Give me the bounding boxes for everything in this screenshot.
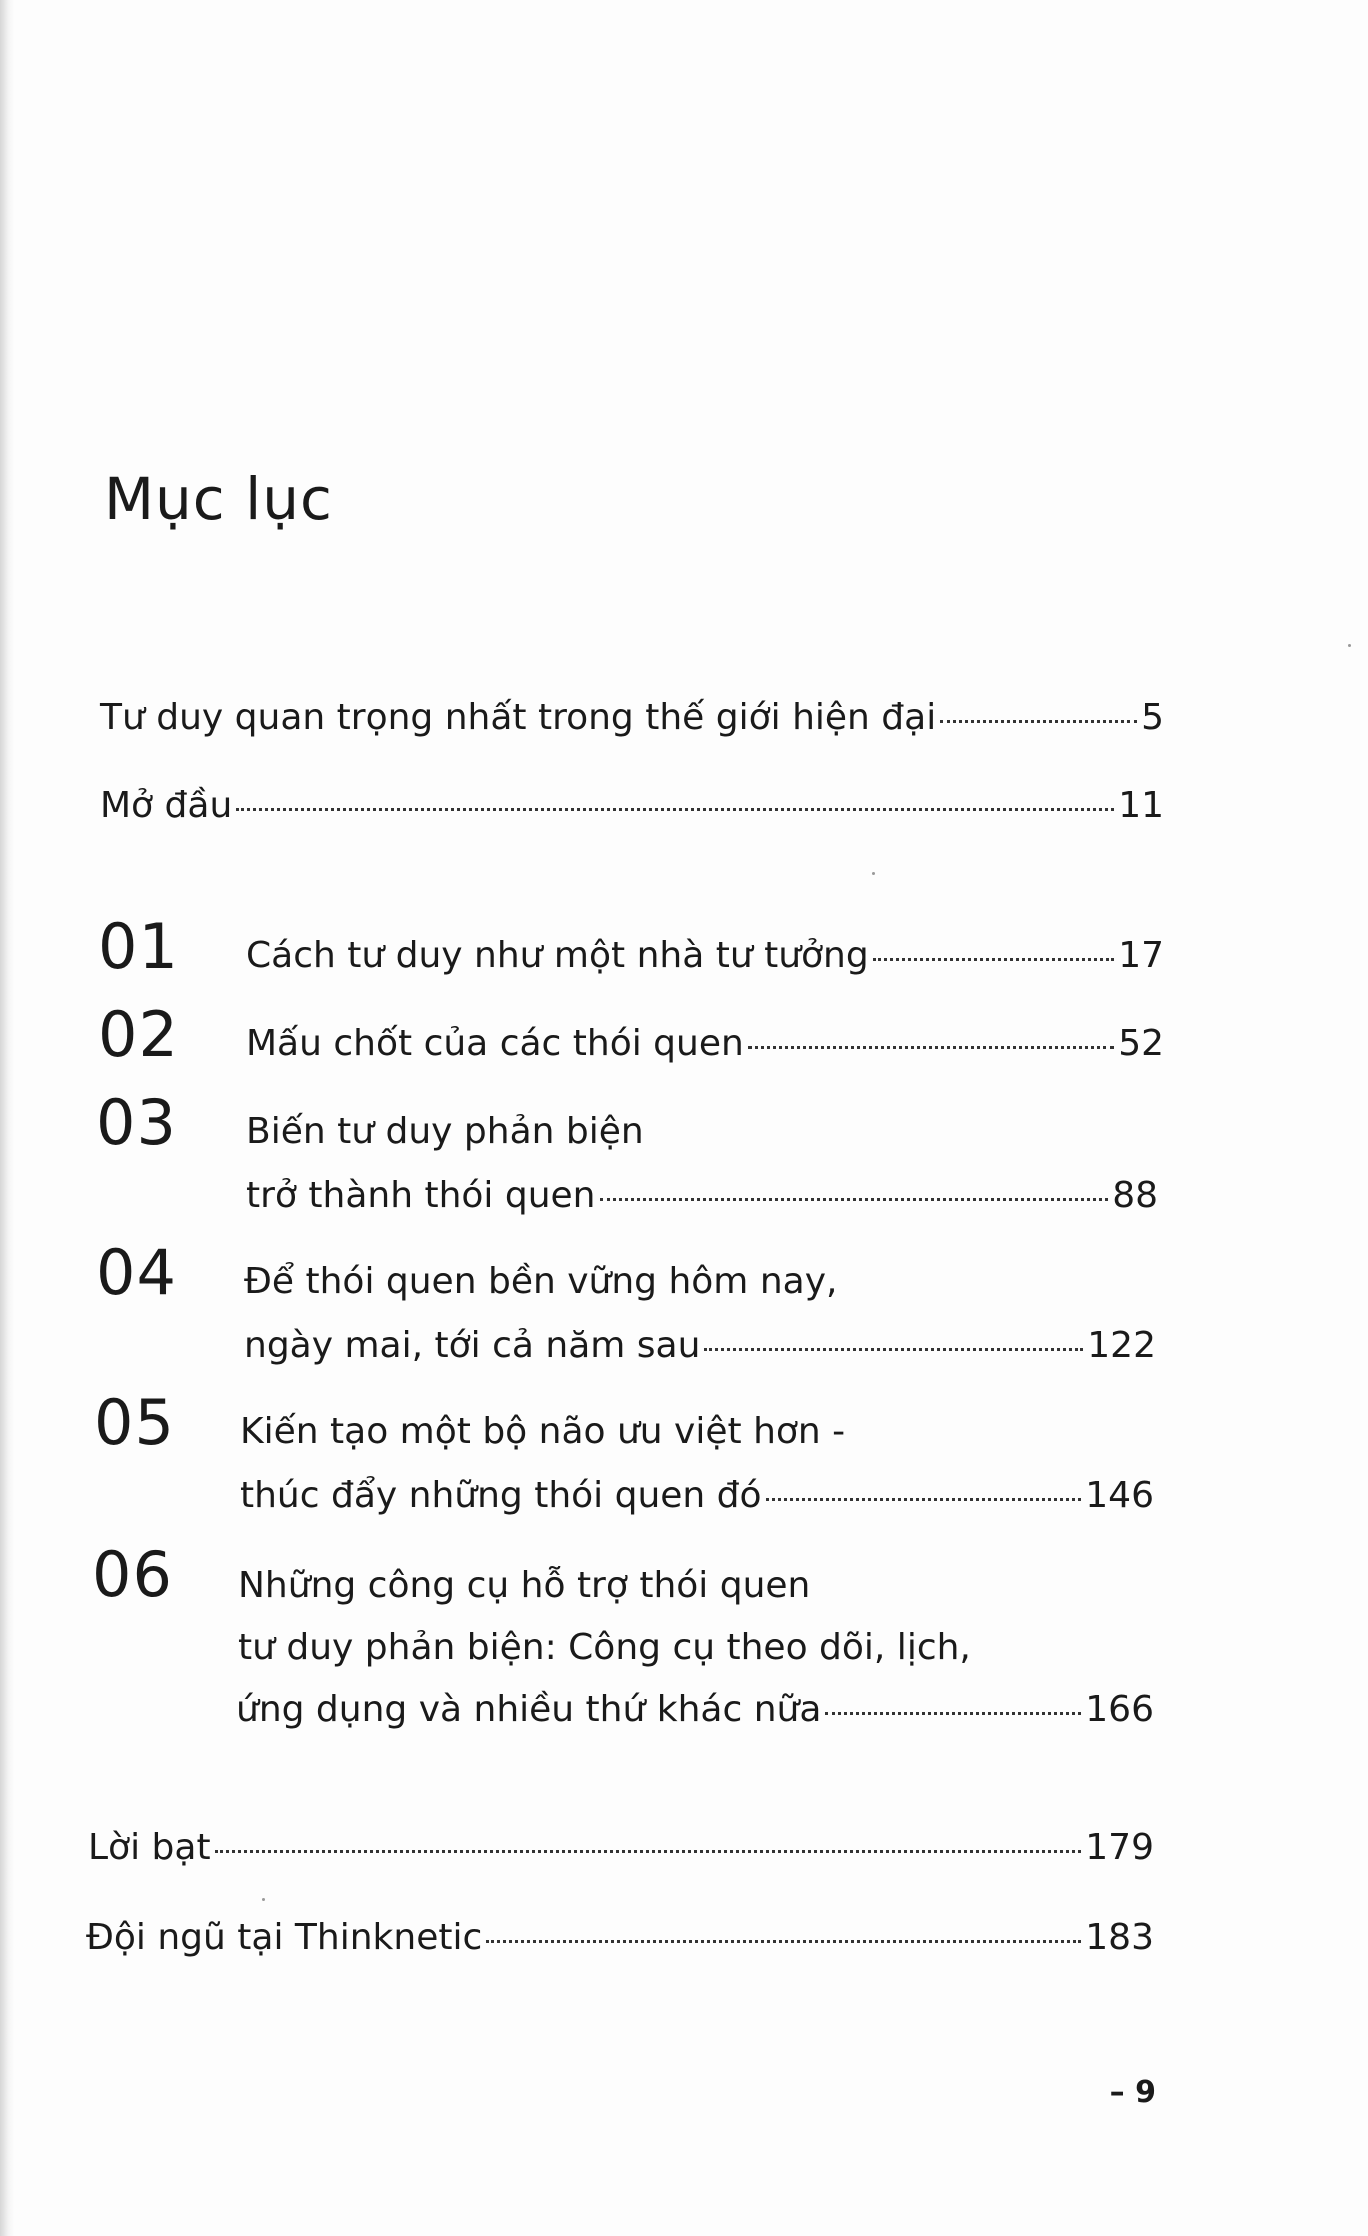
dot-leader xyxy=(873,958,1114,961)
toc-entry-label: Lời bạt xyxy=(88,1827,211,1868)
toc-entry-intro[interactable] xyxy=(100,785,1164,826)
toc-title: Mục lục xyxy=(104,465,333,533)
toc-entry-page: 17 xyxy=(1118,935,1164,976)
toc-chapter-03-line[interactable]: Biến tư duy phản biện xyxy=(246,1111,644,1152)
toc-entry-page: 183 xyxy=(1085,1917,1154,1958)
toc-entry-page: 52 xyxy=(1118,1023,1164,1064)
toc-entry-page: 166 xyxy=(1085,1689,1154,1730)
chapter-number: 02 xyxy=(98,998,179,1071)
page-number: – 9 xyxy=(1109,2075,1156,2110)
toc-entry-label: Mở đầu xyxy=(100,785,233,826)
toc-entry-label: Tư duy quan trọng nhất trong thế giới hiện đại xyxy=(100,697,937,738)
scan-speck xyxy=(1348,644,1351,647)
toc-entry-label: ứng dụng và nhiều thứ khác nữa xyxy=(236,1689,822,1730)
chapter-number: 01 xyxy=(98,910,179,983)
toc-chapter-06-line[interactable]: tư duy phản biện: Công cụ theo dõi, lịch, xyxy=(238,1627,971,1668)
toc-entry-label: thúc đẩy những thói quen đó xyxy=(240,1475,762,1516)
page-edge-shadow xyxy=(0,0,14,2236)
dot-leader xyxy=(236,808,1114,811)
toc-entry-label: Mấu chốt của các thói quen xyxy=(246,1023,744,1064)
toc-chapter-02[interactable] xyxy=(246,1023,1164,1064)
dot-leader xyxy=(748,1046,1114,1049)
dot-leader xyxy=(940,720,1137,723)
toc-entry-label: trở thành thói quen xyxy=(246,1175,596,1216)
toc-chapter-05-line[interactable]: Kiến tạo một bộ não ưu việt hơn - xyxy=(240,1411,846,1452)
toc-entry-page: 146 xyxy=(1085,1475,1154,1516)
dot-leader xyxy=(766,1498,1082,1501)
toc-entry-page: 88 xyxy=(1112,1175,1158,1216)
toc-entry-foreword[interactable] xyxy=(100,697,1164,738)
toc-entry-page: 11 xyxy=(1118,785,1164,826)
toc-entry-label: Cách tư duy như một nhà tư tưởng xyxy=(246,935,869,976)
toc-chapter-05[interactable] xyxy=(240,1475,1154,1516)
chapter-number: 06 xyxy=(92,1538,173,1611)
toc-chapter-04-line[interactable]: Để thói quen bền vững hôm nay, xyxy=(244,1261,838,1302)
dot-leader xyxy=(486,1940,1081,1943)
toc-chapter-03[interactable] xyxy=(246,1175,1158,1216)
chapter-number: 03 xyxy=(96,1086,177,1159)
dot-leader xyxy=(600,1198,1109,1201)
chapter-number: 05 xyxy=(94,1386,175,1459)
toc-chapter-04[interactable] xyxy=(244,1325,1156,1366)
toc-chapter-06[interactable] xyxy=(236,1689,1154,1730)
scan-speck xyxy=(872,872,875,875)
toc-entry-page: 122 xyxy=(1087,1325,1156,1366)
toc-entry-label: ngày mai, tới cả năm sau xyxy=(244,1325,701,1366)
chapter-number: 04 xyxy=(96,1236,177,1309)
toc-entry-page: 179 xyxy=(1085,1827,1154,1868)
dot-leader xyxy=(704,1348,1083,1351)
dot-leader xyxy=(215,1850,1082,1853)
dot-leader xyxy=(825,1712,1081,1715)
scan-speck xyxy=(262,1898,265,1901)
toc-entry-team[interactable] xyxy=(86,1917,1154,1958)
toc-entry-page: 5 xyxy=(1141,697,1164,738)
toc-chapter-01[interactable] xyxy=(246,935,1164,976)
toc-chapter-06-line[interactable]: Những công cụ hỗ trợ thói quen xyxy=(238,1565,811,1606)
toc-entry-afterword[interactable] xyxy=(88,1827,1154,1868)
toc-entry-label: Đội ngũ tại Thinknetic xyxy=(86,1917,483,1958)
